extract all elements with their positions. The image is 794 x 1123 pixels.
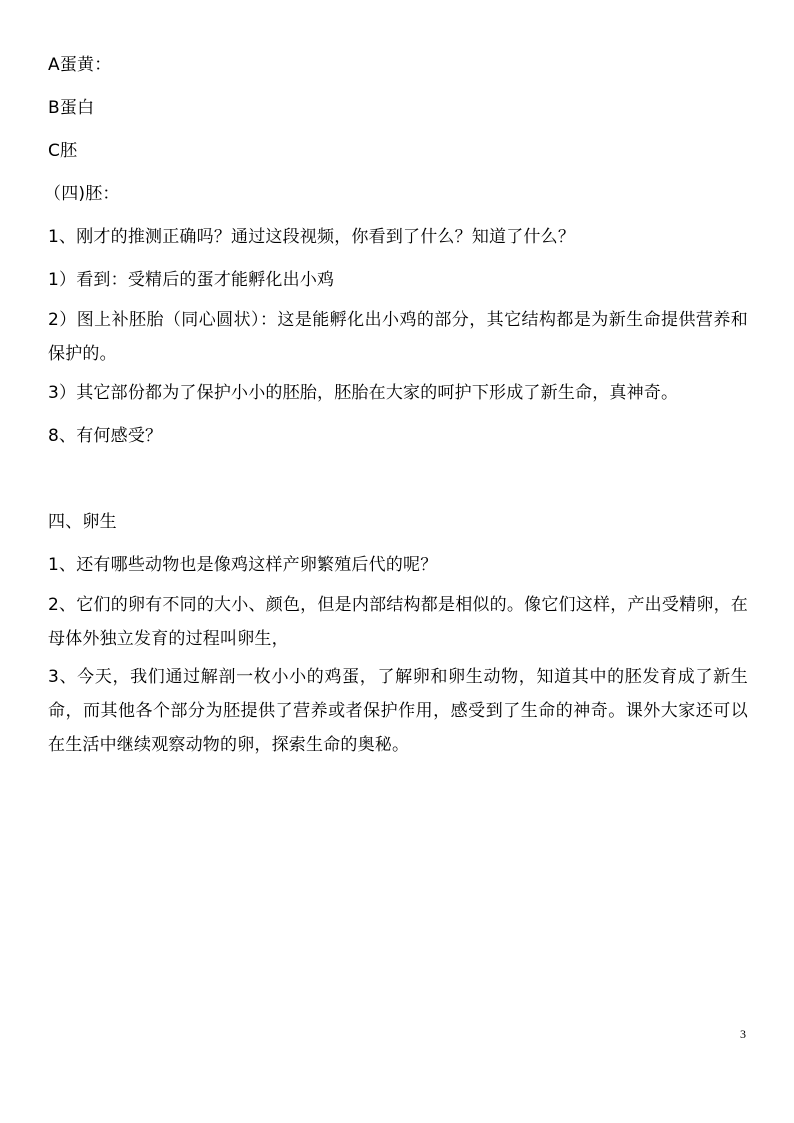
answer-1-seen: 1）看到：受精后的蛋才能孵化出小鸡 (48, 270, 335, 290)
section-heading-embryo: （四)胚： (44, 184, 120, 204)
oviparity-item-1: 1、还有哪些动物也是像鸡这样产卵繁殖后代的呢？ (48, 555, 438, 575)
section-heading-oviparity: 四、卵生 (48, 512, 117, 532)
page-number: 3 (740, 1027, 746, 1041)
option-c-embryo: C胚 (48, 141, 78, 161)
answer-3-protect: 3）其它部份都为了保护小小的胚胎，胚胎在大家的呵护下形成了新生命，真神奇。 (48, 383, 679, 403)
answer-2-diagram: 2）图上补胚胎（同心圆状）：这是能孵化出小鸡的部分，其它结构都是为新生命提供营养和保护的。 (48, 310, 748, 364)
question-8-feelings: 8、有何感受？ (48, 426, 163, 446)
option-b-egg-white: B蛋白 (48, 98, 95, 118)
option-a-egg-yolk: A蛋黄： (48, 55, 112, 75)
oviparity-item-3: 3、今天，我们通过解剖一枚小小的鸡蛋，了解卵和卵生动物，知道其中的胚发育成了新生命，而其他各个部分为胚提供了营养或者保护作用，感受到了生命的神奇。课外大家还可以在生活中继续观察动物的卵，探索生命的奥秘。 (48, 667, 748, 755)
oviparity-item-2: 2、它们的卵有不同的大小、颜色，但是内部结构都是相似的。像它们这样，产出受精卵，在母体外独立发育的过程叫卵生， (48, 595, 748, 649)
question-1: 1、刚才的推测正确吗？通过这段视频，你看到了什么？知道了什么？ (48, 227, 576, 247)
